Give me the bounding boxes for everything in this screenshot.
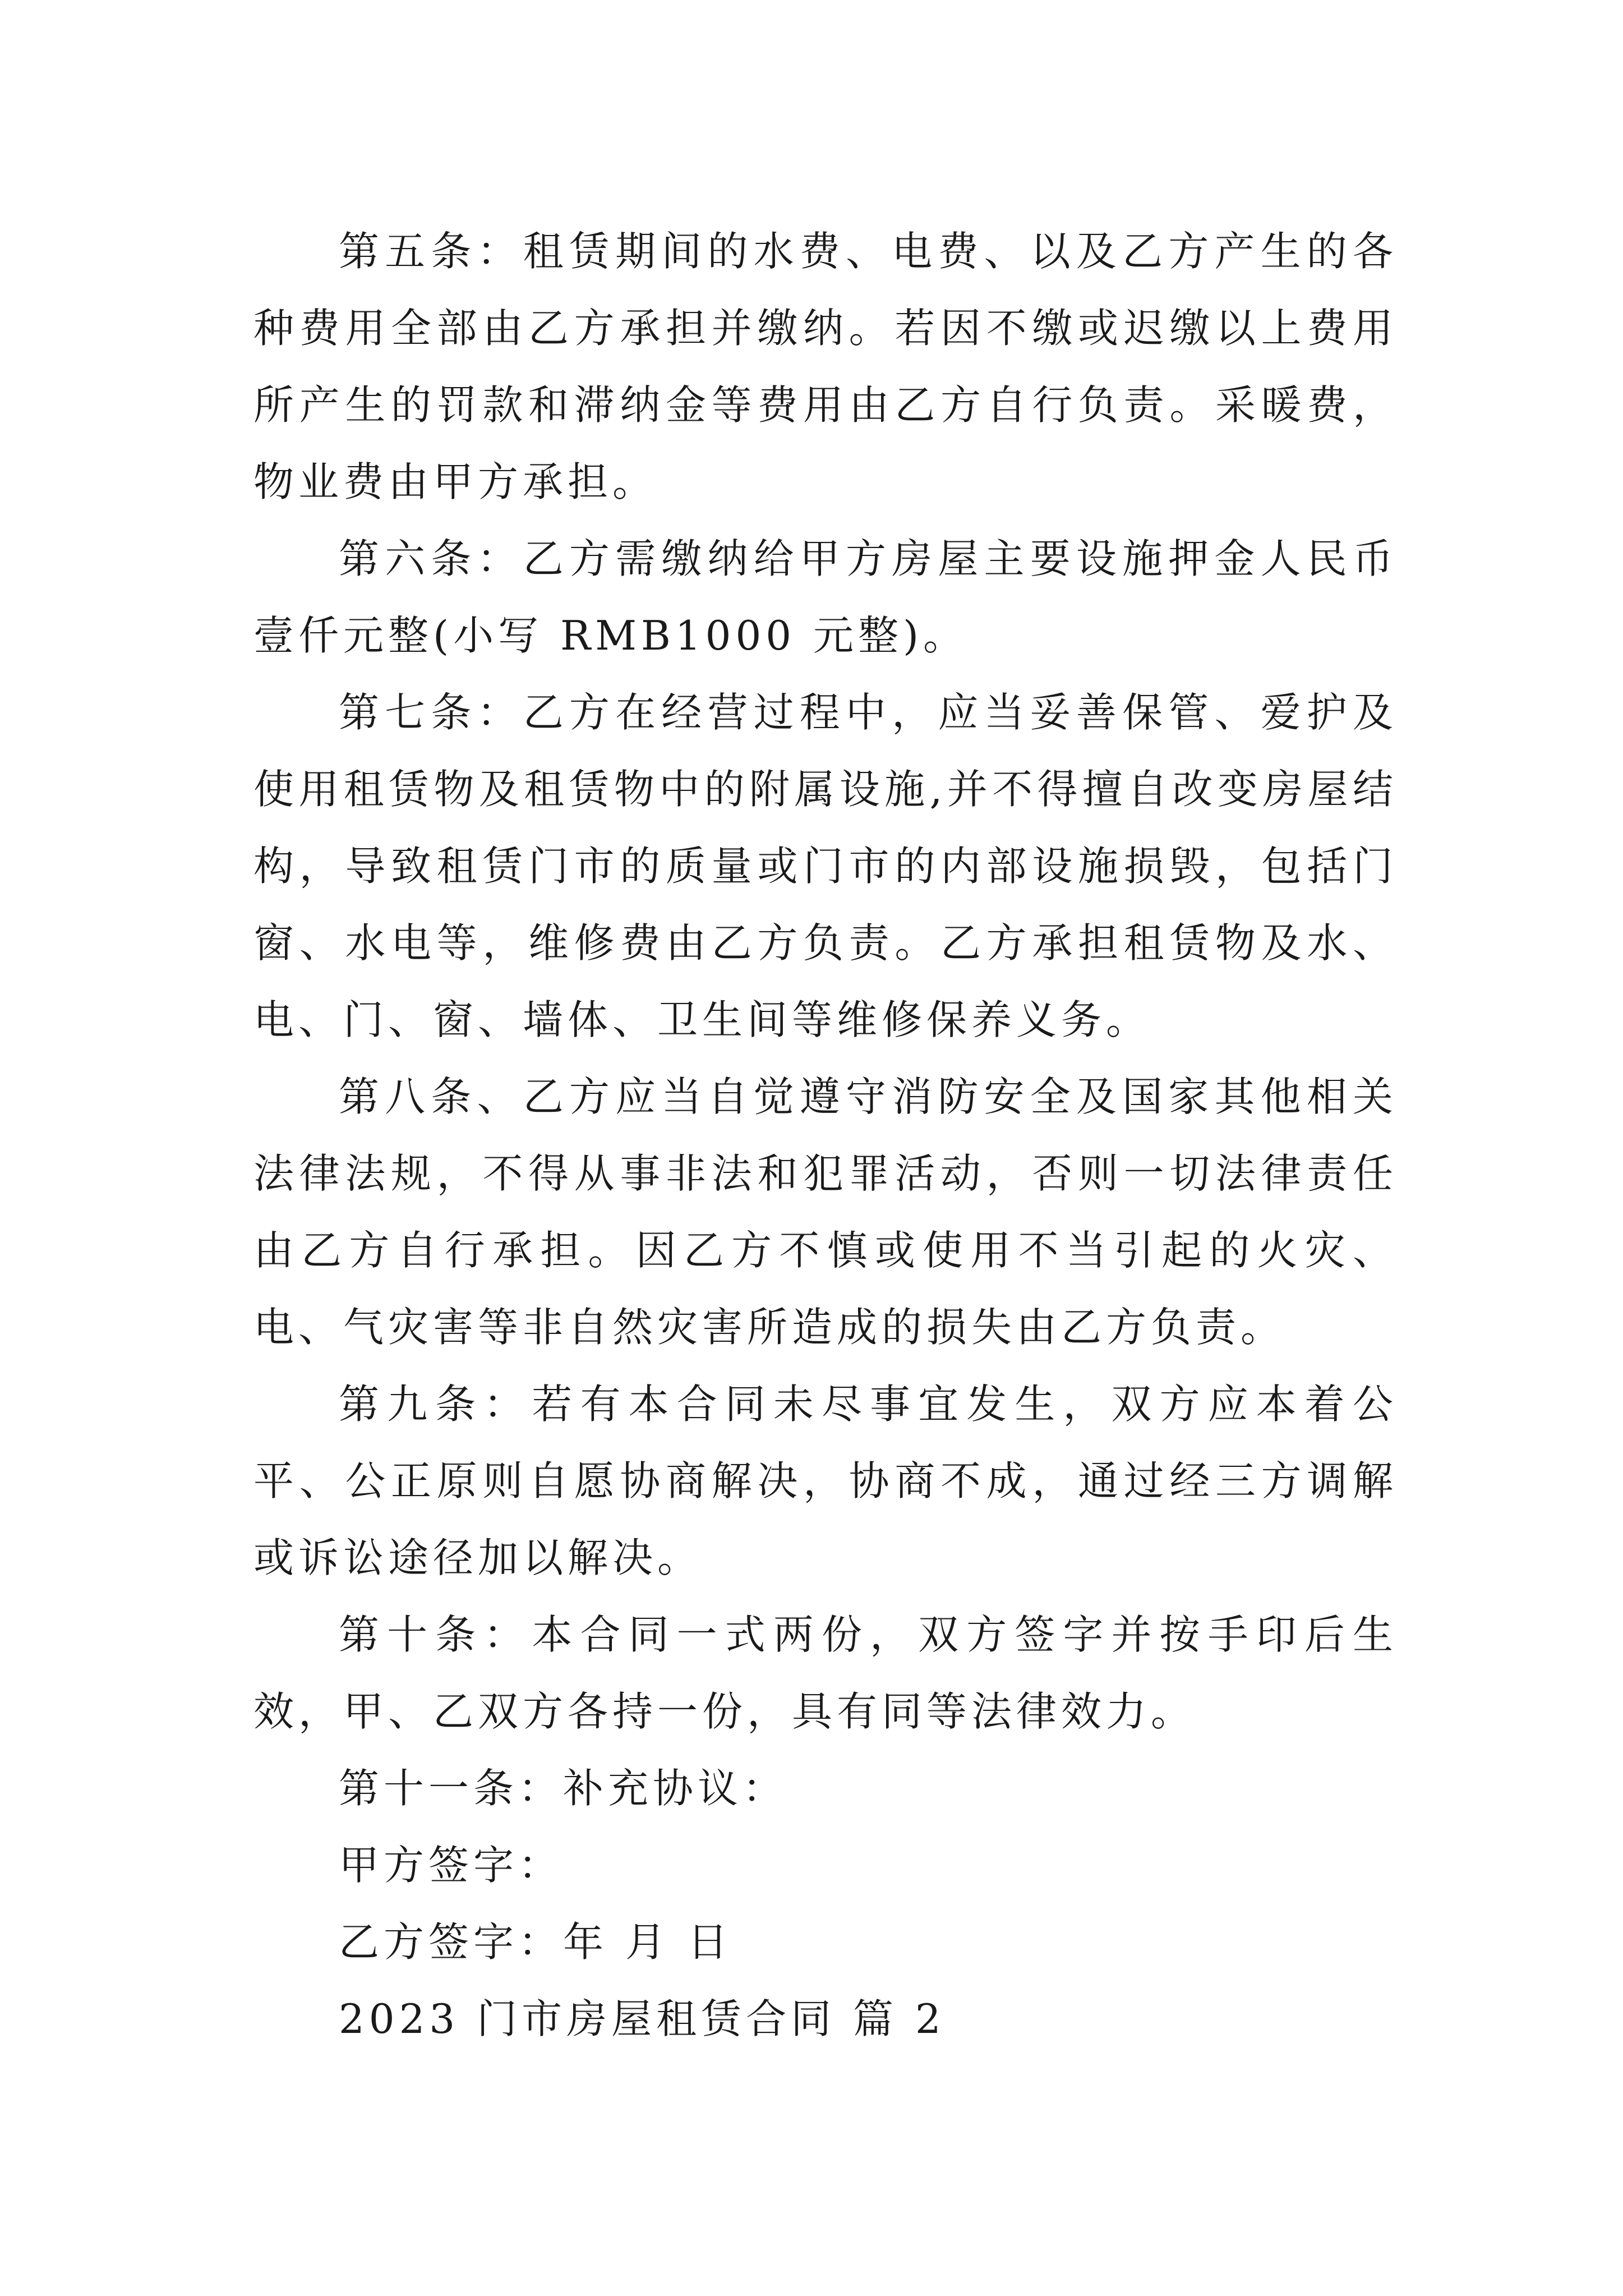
article-8: 第八条、乙方应当自觉遵守消防安全及国家其他相关法律法规，不得从事非法和犯罪活动，否则一切法律责任由乙方自行承担。因乙方不慎或使用不当引起的火灾、电、气灾害等非自然灾害所造成的损失由乙方负责。 — [253, 1073, 1398, 1351]
party-b-signature-line: 乙方签字：年 月 日 — [339, 1918, 732, 1966]
next-section-title: 2023 门市房屋租赁合同 篇 2 — [339, 1995, 946, 2042]
article-9: 第九条：若有本合同未尽事宜发生，双方应本着公平、公正原则自愿协商解决，协商不成，通过经三方调解或诉讼途径加以解决。 — [253, 1381, 1398, 1581]
document-body — [253, 213, 1398, 2058]
article-10: 第十条：本合同一式两份，双方签字并按手印后生效，甲、乙双方各持一份，具有同等法律效力。 — [253, 1611, 1398, 1735]
article-6: 第六条：乙方需缴纳给甲方房屋主要设施押金人民币壹仟元整(小写 RMB1000 元整)。 — [253, 535, 1398, 659]
article-5: 第五条：租赁期间的水费、电费、以及乙方产生的各种费用全部由乙方承担并缴纳。若因不缴或迟缴以上费用所产生的罚款和滞纳金等费用由乙方自行负责。采暖费，物业费由甲方承担。 — [253, 228, 1398, 505]
party-a-signature-line: 甲方签字： — [339, 1842, 564, 1889]
article-11-supplement: 第十一条：补充协议： — [339, 1765, 788, 1812]
article-7: 第七条：乙方在经营过程中，应当妥善保管、爱护及使用租赁物及租赁物中的附属设施,并不得擅自改变房屋结构，导致租赁门市的质量或门市的内部设施损毁，包括门窗、水电等，维修费由乙方负责。乙方承担租赁物及水、电、门、窗、墙体、卫生间等维修保养义务。 — [253, 689, 1398, 1043]
